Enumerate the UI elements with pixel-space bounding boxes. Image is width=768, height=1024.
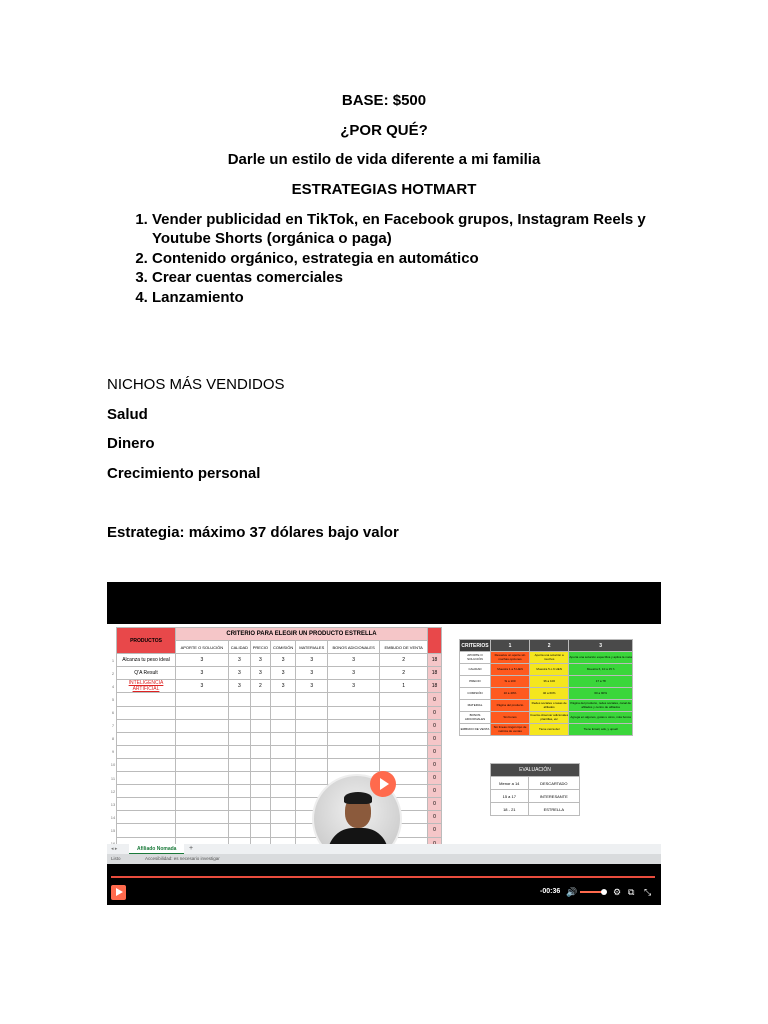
column-header: COMISIÓN [270,641,296,654]
sheet-title: CRITERIO PARA ELEGIR UN PRODUCTO ESTRELLA [176,628,428,641]
column-header: EMBUDO DE VENTA [380,641,428,654]
strategies-list [107,210,667,307]
volume-icon[interactable]: 🔊 [566,887,578,897]
table-row: 7 0 [110,719,442,732]
table-row: Menor a 14 DESCARTADO [491,777,580,790]
niche-item: Dinero [107,435,155,452]
video-controls [107,864,661,905]
table-row: 5 0 [110,693,442,706]
table-row: 8 0 [110,732,442,745]
niche-item: Crecimiento personal [107,465,261,482]
list-item: 1. Vender publicidad en TikTok, en Facebook grupos, Instagram Reels y Youtube Shorts (orgánica o paga) [152,210,667,249]
video-player[interactable] [107,582,661,905]
volume-knob[interactable] [601,889,607,895]
spreadsheet-view [107,624,661,844]
table-row: CALIDAD Muestra 1 a 5 HEN Muestra 5 o 6 HEN Muestra 6, 10 a 15 h [460,664,633,676]
list-item: 2. Contenido orgánico, estrategia en automático [152,249,667,268]
column-header: APORTE O SOLUCIÓN [176,641,229,654]
reason-text: Darle un estilo de vida diferente a mi familia [227,151,541,168]
sheet-tabs [107,844,661,854]
products-header: PRODUCTOS [117,628,176,654]
evaluation-table: EVALUACIÓN Menor a 14 DESCARTADO 15 a 17 INTERESANTE 18 - 21 ESTRELLA [490,763,580,816]
list-item: 4. Lanzamiento [152,288,667,307]
table-row: 6 0 [110,706,442,719]
table-row: COMISIÓN 10 a 40% 40 a 60% 60 a 90% [460,688,633,700]
strategies-title: ESTRATEGIAS HOTMART [291,181,477,198]
table-row: MATERIAL Página del producto Redes sociales o tasas de afiliados Página del producto, redes sociales, canal de afiliados y centro de afiliados [460,700,633,712]
table-row: 14 0 [110,811,442,824]
table-row: 18 - 21 ESTRELLA [491,803,580,816]
niches-title: NICHOS MÁS VENDIDOS [107,376,285,393]
status-ready: Listo [111,856,121,861]
table-row: 15 a 17 INTERESANTE [491,790,580,803]
criteria-table: CRITERIOS 1 2 3 APORTE O SOLUCIÓN Resuelve un aporte sin muchas opciones Aporta una solución a muchos Aporta una solución específica y aplica la meta CALIDAD Muestra 1 a 5 HEN Muestra 5 o 6 HEN Muestra 6, 10 a 15 h PRECIO Si a 100 36 a 100 17 a 78 COMISIÓN 10 a 40% 40 a 60% 60 a 90% MATERIAL Página del producto Redes sociales o tasas de afiliados Página del producto, redes sociales, canal de afiliados y centro de afiliados BONOS ADICIONALES Sin bonos Cuenta observar adicionales plantillas, etc Agrega en algunos, guías u otros, más bonos EMBUDO DE VENTA Sin líneas ningún tipo de métrica de ventas Tiene cerca del Tiene Email, ads, y upsell [459,639,633,736]
table-row: 4 INTELIGENCIA ARTIFICIAL 3 3 2 3 3 3 1 18 [110,680,442,693]
table-row: BONOS ADICIONALES Sin bonos Cuenta observar adicionales plantillas, etc Agrega en algunos, guías u otros, más bonos [460,712,633,724]
tab-afiliado-nomada[interactable]: Afiliado Nomada [129,844,184,854]
column-header: PRECIO [250,641,270,654]
play-button[interactable] [111,885,126,900]
add-sheet-icon[interactable]: + [189,845,194,852]
table-row: 12 0 [110,785,442,798]
fullscreen-exit-icon[interactable]: ⤡ [644,887,652,897]
status-bar [107,854,661,864]
table-row: 1 Alcanza tu peso ideal 3 3 3 3 3 3 2 18 [110,654,442,667]
column-header: CALIDAD [228,641,250,654]
table-row: APORTE O SOLUCIÓN Resuelve un aporte sin muchas opciones Aporta una solución a muchos Aporta una solución específica y aplica la meta [460,652,633,664]
table-row: 10 0 [110,758,442,771]
niche-item: Salud [107,406,148,423]
table-row: 9 0 [110,745,442,758]
table-row: 11 0 [110,772,442,785]
play-icon[interactable] [370,771,396,797]
table-row: PRECIO Si a 100 36 a 100 17 a 78 [460,676,633,688]
nav-arrows-icon[interactable]: ◂ ▸ [111,846,118,852]
progress-bar[interactable] [111,876,655,878]
status-accessibility: Accesibilidad: es necesario investigar [145,856,220,861]
why-heading: ¿POR QUÉ? [340,122,428,139]
table-row: 15 0 [110,824,442,837]
table-row: EMBUDO DE VENTA Sin líneas ningún tipo de métrica de ventas Tiene cerca del Tiene Email, ads, y upsell [460,724,633,736]
time-remaining: -00:36 [540,888,561,895]
list-item: 3. Crear cuentas comerciales [152,268,667,287]
popout-icon[interactable]: ⧉ [628,887,635,897]
gear-icon[interactable]: ⚙ [613,887,622,897]
column-header: MATERIALES [296,641,328,654]
base-heading: BASE: $500 [341,92,427,109]
strategy-note: Estrategia: máximo 37 dólares bajo valor [107,524,399,541]
table-row: 2 Q'A Result 3 3 3 3 3 3 2 18 [110,667,442,680]
table-row: 13 0 [110,798,442,811]
column-header: BONOS ADICIONALES [327,641,379,654]
